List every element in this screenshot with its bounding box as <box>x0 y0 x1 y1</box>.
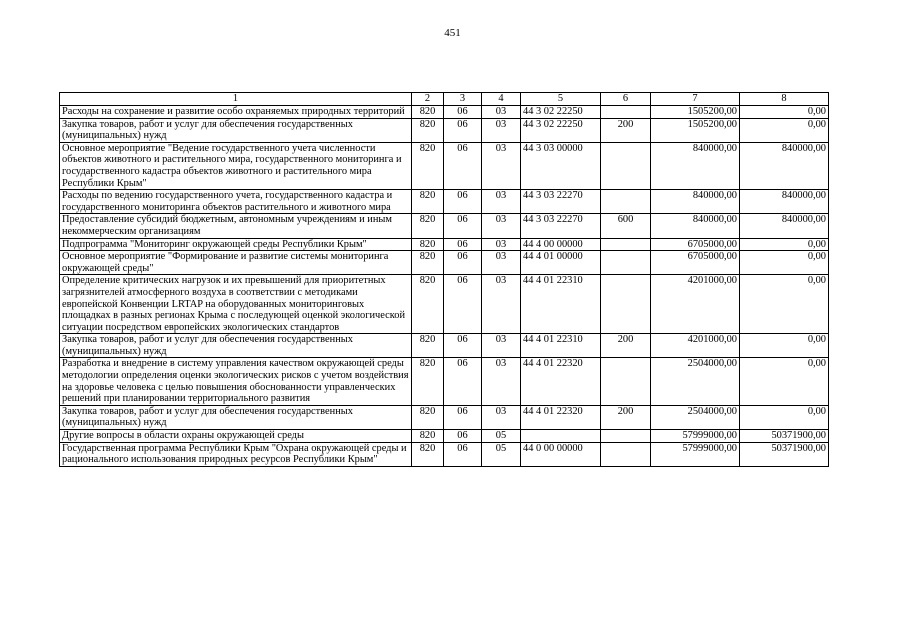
expense-type-cell <box>601 190 651 214</box>
table-row <box>60 118 829 142</box>
budget-table <box>59 92 829 467</box>
expense-type-cell: 200 <box>601 118 651 142</box>
header-cell: 3 <box>444 93 482 106</box>
header-cell: 2 <box>412 93 444 106</box>
amount-year2-cell: 0,00 <box>740 405 829 429</box>
target-article-cell: 44 3 02 22250 <box>521 118 601 142</box>
header-cell: 5 <box>521 93 601 106</box>
expense-type-cell <box>601 251 651 275</box>
expense-type-cell <box>601 442 651 466</box>
subsection-code-cell: 03 <box>482 358 521 405</box>
table-row <box>60 275 829 334</box>
section-code-cell: 06 <box>444 251 482 275</box>
amount-year2-cell: 0,00 <box>740 118 829 142</box>
amount-year2-cell: 840000,00 <box>740 214 829 238</box>
row-name-cell: Основное мероприятие "Формирование и развитие системы мониторинга окружающей среды" <box>60 251 412 275</box>
header-cell: 7 <box>651 93 740 106</box>
grbs-code-cell: 820 <box>412 334 444 358</box>
table-row <box>60 442 829 466</box>
target-article-cell: 44 4 01 22320 <box>521 405 601 429</box>
section-code-cell: 06 <box>444 430 482 443</box>
grbs-code-cell: 820 <box>412 142 444 189</box>
row-name-cell: Закупка товаров, работ и услуг для обеспечения государственных (муниципальных) нужд <box>60 118 412 142</box>
header-cell: 8 <box>740 93 829 106</box>
row-name-cell: Подпрограмма "Мониторинг окружающей среды Республики Крым" <box>60 238 412 251</box>
expense-type-cell <box>601 275 651 334</box>
section-code-cell: 06 <box>444 118 482 142</box>
header-cell: 1 <box>60 93 412 106</box>
expense-type-cell <box>601 106 651 119</box>
grbs-code-cell: 820 <box>412 405 444 429</box>
grbs-code-cell: 820 <box>412 118 444 142</box>
grbs-code-cell: 820 <box>412 251 444 275</box>
target-article-cell: 44 3 03 22270 <box>521 214 601 238</box>
amount-year2-cell: 0,00 <box>740 106 829 119</box>
row-name-cell: Предоставление субсидий бюджетным, автономным учреждениям и иным некоммерческим организациям <box>60 214 412 238</box>
subsection-code-cell: 03 <box>482 334 521 358</box>
table-row <box>60 190 829 214</box>
amount-year2-cell: 0,00 <box>740 251 829 275</box>
amount-year1-cell: 1505200,00 <box>651 118 740 142</box>
header-cell: 4 <box>482 93 521 106</box>
target-article-cell <box>521 430 601 443</box>
amount-year2-cell: 0,00 <box>740 275 829 334</box>
target-article-cell: 44 4 01 22310 <box>521 334 601 358</box>
section-code-cell: 06 <box>444 214 482 238</box>
amount-year2-cell: 0,00 <box>740 238 829 251</box>
section-code-cell: 06 <box>444 442 482 466</box>
table-row <box>60 142 829 189</box>
expense-type-cell: 200 <box>601 334 651 358</box>
grbs-code-cell: 820 <box>412 442 444 466</box>
target-article-cell: 44 4 01 22320 <box>521 358 601 405</box>
grbs-code-cell: 820 <box>412 275 444 334</box>
section-code-cell: 06 <box>444 142 482 189</box>
table-row <box>60 106 829 119</box>
amount-year1-cell: 4201000,00 <box>651 334 740 358</box>
table-row <box>60 251 829 275</box>
amount-year1-cell: 4201000,00 <box>651 275 740 334</box>
subsection-code-cell: 03 <box>482 275 521 334</box>
subsection-code-cell: 03 <box>482 251 521 275</box>
table-row <box>60 358 829 405</box>
table-row <box>60 405 829 429</box>
table-row <box>60 238 829 251</box>
amount-year1-cell: 1505200,00 <box>651 106 740 119</box>
amount-year1-cell: 2504000,00 <box>651 358 740 405</box>
subsection-code-cell: 05 <box>482 442 521 466</box>
amount-year1-cell: 840000,00 <box>651 142 740 189</box>
amount-year1-cell: 840000,00 <box>651 214 740 238</box>
amount-year2-cell: 840000,00 <box>740 142 829 189</box>
subsection-code-cell: 03 <box>482 118 521 142</box>
section-code-cell: 06 <box>444 106 482 119</box>
amount-year1-cell: 57999000,00 <box>651 442 740 466</box>
page-number: 451 <box>444 27 461 39</box>
expense-type-cell <box>601 358 651 405</box>
subsection-code-cell: 03 <box>482 238 521 251</box>
amount-year1-cell: 840000,00 <box>651 190 740 214</box>
subsection-code-cell: 05 <box>482 430 521 443</box>
section-code-cell: 06 <box>444 275 482 334</box>
header-cell: 6 <box>601 93 651 106</box>
amount-year1-cell: 6705000,00 <box>651 238 740 251</box>
expense-type-cell <box>601 238 651 251</box>
row-name-cell: Государственная программа Республики Крым "Охрана окружающей среды и рационального использования природных ресурсов Республики Крым" <box>60 442 412 466</box>
amount-year2-cell: 0,00 <box>740 334 829 358</box>
expense-type-cell: 600 <box>601 214 651 238</box>
amount-year1-cell: 6705000,00 <box>651 251 740 275</box>
row-name-cell: Другие вопросы в области охраны окружающей среды <box>60 430 412 443</box>
amount-year2-cell: 50371900,00 <box>740 430 829 443</box>
amount-year2-cell: 0,00 <box>740 358 829 405</box>
subsection-code-cell: 03 <box>482 142 521 189</box>
table-row <box>60 214 829 238</box>
row-name-cell: Расходы на сохранение и развитие особо охраняемых природных территорий <box>60 106 412 119</box>
target-article-cell: 44 3 02 22250 <box>521 106 601 119</box>
section-code-cell: 06 <box>444 238 482 251</box>
grbs-code-cell: 820 <box>412 238 444 251</box>
amount-year2-cell: 50371900,00 <box>740 442 829 466</box>
section-code-cell: 06 <box>444 334 482 358</box>
subsection-code-cell: 03 <box>482 405 521 429</box>
amount-year2-cell: 840000,00 <box>740 190 829 214</box>
table-row <box>60 334 829 358</box>
amount-year1-cell: 57999000,00 <box>651 430 740 443</box>
amount-year1-cell: 2504000,00 <box>651 405 740 429</box>
target-article-cell: 44 3 03 00000 <box>521 142 601 189</box>
expense-type-cell <box>601 430 651 443</box>
subsection-code-cell: 03 <box>482 190 521 214</box>
row-name-cell: Разработка и внедрение в систему управления качеством окружающей среды методологии определения оценки экологических рисков с учетом воздействия на здоровье человека с целью повышения обоснованности управленческих решений при планировании территориального развития <box>60 358 412 405</box>
grbs-code-cell: 820 <box>412 190 444 214</box>
target-article-cell: 44 4 01 00000 <box>521 251 601 275</box>
section-code-cell: 06 <box>444 358 482 405</box>
target-article-cell: 44 4 01 22310 <box>521 275 601 334</box>
target-article-cell: 44 0 00 00000 <box>521 442 601 466</box>
table-header-row <box>60 93 829 106</box>
target-article-cell: 44 3 03 22270 <box>521 190 601 214</box>
subsection-code-cell: 03 <box>482 106 521 119</box>
row-name-cell: Закупка товаров, работ и услуг для обеспечения государственных (муниципальных) нужд <box>60 334 412 358</box>
section-code-cell: 06 <box>444 190 482 214</box>
grbs-code-cell: 820 <box>412 358 444 405</box>
target-article-cell: 44 4 00 00000 <box>521 238 601 251</box>
subsection-code-cell: 03 <box>482 214 521 238</box>
expense-type-cell: 200 <box>601 405 651 429</box>
row-name-cell: Закупка товаров, работ и услуг для обеспечения государственных (муниципальных) нужд <box>60 405 412 429</box>
table-row <box>60 430 829 443</box>
row-name-cell: Определение критических нагрузок и их превышений для приоритетных загрязнителей атмосферного воздуха в соответствии с методиками европейской Конвенции LRTAP на оборудованных мониторинговых площадках в разных регионах Крыма с последующей оценкой экологической ситуации посредством европейских экологических стандартов <box>60 275 412 334</box>
row-name-cell: Основное мероприятие "Ведение государственного учета численности объектов животного и растительного мира, государственного мониторинга и государственного кадастра объектов животного и растительного мира Республики Крым" <box>60 142 412 189</box>
grbs-code-cell: 820 <box>412 106 444 119</box>
expense-type-cell <box>601 142 651 189</box>
section-code-cell: 06 <box>444 405 482 429</box>
row-name-cell: Расходы по ведению государственного учета, государственного кадастра и государственного мониторинга объектов растительного и животного мира <box>60 190 412 214</box>
grbs-code-cell: 820 <box>412 430 444 443</box>
grbs-code-cell: 820 <box>412 214 444 238</box>
